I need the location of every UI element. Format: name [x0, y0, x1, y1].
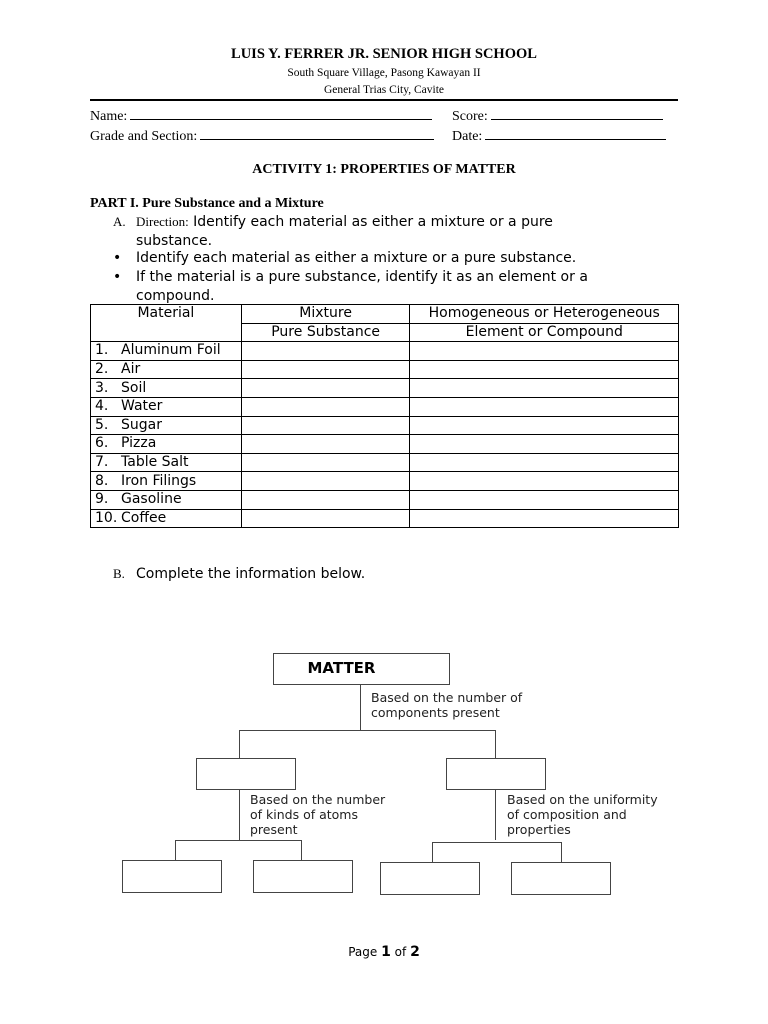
answer-box-left[interactable] — [196, 758, 296, 790]
answer-cell-mixture[interactable] — [241, 416, 410, 435]
answer-cell-mixture[interactable] — [241, 490, 410, 509]
material-name: Iron Filings — [121, 472, 197, 489]
name-field[interactable] — [90, 105, 432, 125]
header-homo-hetero: Homogeneous or Heterogeneous — [410, 305, 679, 324]
answer-cell-mixture[interactable] — [241, 509, 410, 528]
material-name: Coffee — [121, 509, 167, 526]
note-line: Based on the number — [250, 792, 386, 807]
table-row — [91, 435, 679, 454]
header-material: Material — [91, 305, 242, 342]
material-name: Gasoline — [121, 491, 182, 508]
page-total: 2 — [410, 944, 420, 960]
note-line: of composition and — [507, 807, 627, 822]
connector — [432, 842, 562, 843]
connector — [239, 730, 496, 731]
name-label: Name: — [90, 109, 128, 124]
part-a-marker: A. — [113, 214, 126, 229]
answer-cell-classification[interactable] — [410, 472, 679, 491]
header-pure-substance: Pure Substance — [241, 323, 410, 342]
answer-cell-classification[interactable] — [410, 453, 679, 472]
direction — [113, 212, 633, 251]
material-name: Aluminum Foil — [121, 342, 221, 359]
answer-cell-classification[interactable] — [410, 416, 679, 435]
bullet-text-2: If the material is a pure substance, identify it as an element or a compound. — [136, 269, 588, 304]
material-cell — [91, 453, 242, 472]
answer-cell-mixture[interactable] — [241, 360, 410, 379]
connector — [175, 840, 302, 841]
bullet-icon: • — [113, 269, 122, 285]
answer-cell-classification[interactable] — [410, 509, 679, 528]
score-label: Score: — [452, 109, 488, 124]
of-word: of — [394, 945, 407, 959]
material-name: Water — [121, 398, 163, 415]
connector — [360, 685, 361, 730]
note-line: components present — [371, 705, 500, 720]
material-cell — [91, 472, 242, 491]
material-cell — [91, 342, 242, 361]
table-row — [91, 360, 679, 379]
page-footer — [0, 944, 768, 960]
bullet-text-1: Identify each material as either a mixture or a pure substance. — [136, 250, 577, 266]
row-number: 6. — [95, 435, 109, 452]
answer-cell-mixture[interactable] — [241, 435, 410, 454]
connector — [561, 842, 562, 862]
connector — [239, 730, 240, 758]
header-element-compound: Element or Compound — [410, 323, 679, 342]
answer-cell-classification[interactable] — [410, 435, 679, 454]
note-line: Based on the number of — [371, 690, 523, 705]
answer-cell-classification[interactable] — [410, 397, 679, 416]
school-address-line1: South Square Village, Pasong Kawayan II — [287, 67, 481, 79]
row-number: 3. — [95, 379, 109, 396]
grade-section-label: Grade and Section: — [90, 129, 198, 144]
material-cell — [91, 379, 242, 398]
row-number: 1. — [95, 342, 109, 359]
answer-box-right[interactable] — [446, 758, 546, 790]
note-line: Based on the uniformity — [507, 792, 658, 807]
material-name: Pizza — [121, 435, 157, 452]
connector — [239, 790, 240, 840]
row-number: 9. — [95, 491, 109, 508]
header-divider — [90, 99, 678, 101]
header-mixture: Mixture — [241, 305, 410, 324]
bullet-icon: • — [113, 250, 122, 266]
answer-box-rr[interactable] — [511, 862, 611, 895]
note-uniformity — [507, 792, 658, 837]
table-row — [91, 416, 679, 435]
table-row — [91, 397, 679, 416]
row-number: 4. — [95, 398, 109, 415]
score-field[interactable] — [452, 105, 663, 125]
answer-cell-classification[interactable] — [410, 490, 679, 509]
part-b-text: Complete the information below. — [136, 566, 366, 582]
bullet-item-1 — [113, 249, 673, 268]
answer-cell-mixture[interactable] — [241, 472, 410, 491]
connector — [301, 840, 302, 860]
date-line[interactable] — [485, 125, 666, 140]
material-name: Air — [121, 361, 141, 378]
table-row — [91, 379, 679, 398]
matter-box — [273, 653, 450, 685]
grade-section-line[interactable] — [200, 125, 434, 140]
materials-table — [90, 304, 679, 528]
answer-box-rl[interactable] — [380, 862, 480, 895]
date-field[interactable] — [452, 125, 666, 145]
table-row — [91, 472, 679, 491]
answer-cell-mixture[interactable] — [241, 342, 410, 361]
name-line[interactable] — [130, 105, 432, 120]
note-kinds-of-atoms — [250, 792, 385, 837]
material-cell — [91, 360, 242, 379]
school-address-line2: General Trias City, Cavite — [324, 84, 444, 96]
grade-section-field[interactable] — [90, 125, 434, 145]
table-row — [91, 453, 679, 472]
row-number: 7. — [95, 454, 109, 471]
note-components — [371, 690, 522, 720]
row-number: 10. — [95, 509, 118, 526]
answer-box-lr[interactable] — [253, 860, 353, 893]
answer-cell-classification[interactable] — [410, 360, 679, 379]
answer-cell-classification[interactable] — [410, 342, 679, 361]
matter-label: MATTER — [307, 659, 376, 677]
score-line[interactable] — [491, 105, 663, 120]
row-number: 8. — [95, 472, 109, 489]
material-cell — [91, 416, 242, 435]
table-row — [91, 342, 679, 361]
row-number: 5. — [95, 416, 109, 433]
answer-cell-mixture[interactable] — [241, 453, 410, 472]
school-name: LUIS Y. FERRER JR. SENIOR HIGH SCHOOL — [231, 46, 537, 62]
page-number: 1 — [381, 944, 391, 960]
direction-label: Direction: — [136, 214, 189, 229]
answer-box-ll[interactable] — [122, 860, 222, 893]
table-row — [91, 509, 679, 528]
bullet-item-2 — [113, 268, 673, 306]
material-cell — [91, 397, 242, 416]
table-row — [91, 490, 679, 509]
note-line: of kinds of atoms — [250, 807, 358, 822]
answer-cell-mixture[interactable] — [241, 379, 410, 398]
note-line: properties — [507, 822, 571, 837]
material-cell — [91, 490, 242, 509]
connector — [495, 730, 496, 758]
material-name: Soil — [121, 379, 147, 396]
material-name: Sugar — [121, 416, 162, 433]
material-cell — [91, 509, 242, 528]
date-label: Date: — [452, 129, 483, 144]
part-b-marker: B. — [113, 566, 125, 581]
direction-text: Identify each material as either a mixture or a pure substance. — [136, 214, 553, 249]
page-word: Page — [348, 945, 378, 959]
part1-title: PART I. Pure Substance and a Mixture — [90, 196, 324, 211]
connector — [175, 840, 176, 860]
note-line: present — [250, 822, 298, 837]
material-cell — [91, 435, 242, 454]
row-number: 2. — [95, 361, 109, 378]
connector — [432, 842, 433, 862]
activity-title: ACTIVITY 1: PROPERTIES OF MATTER — [252, 162, 516, 177]
answer-cell-classification[interactable] — [410, 379, 679, 398]
answer-cell-mixture[interactable] — [241, 397, 410, 416]
material-name: Table Salt — [121, 454, 189, 471]
part-b — [113, 566, 365, 583]
connector — [495, 790, 496, 840]
